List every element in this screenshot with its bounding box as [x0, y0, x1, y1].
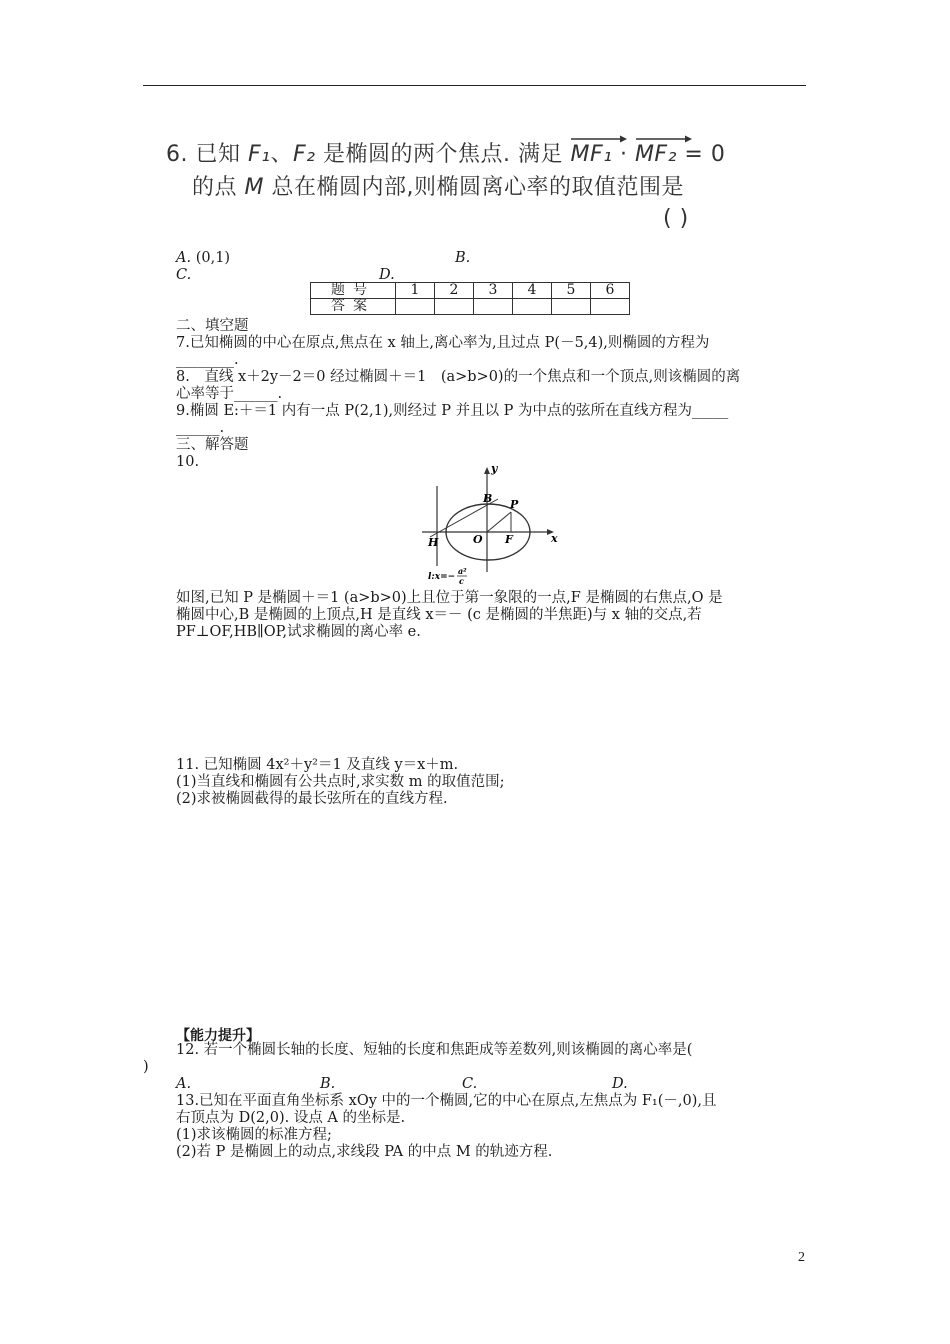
q6-paren: ( )	[663, 206, 689, 231]
q6-line2	[192, 170, 684, 201]
q6-f1: F₁	[247, 142, 271, 167]
label-x: x	[551, 532, 558, 545]
label-p: P	[510, 498, 519, 511]
q6-line2-a: 的点	[192, 175, 238, 200]
section-fill-in-title: 二、填空题	[176, 318, 249, 334]
q12-option-d: D.	[612, 1076, 628, 1092]
q6-option-a	[176, 250, 230, 267]
page-number: 2	[798, 1250, 805, 1265]
ellipse-figure	[420, 462, 570, 586]
label-frac-den: c	[459, 576, 464, 586]
q13-line1: 13.已知在平面直角坐标系 xOy 中的一个椭圆,它的中心在原点,左焦点为 F₁(－,0),且	[176, 1093, 717, 1109]
label-b: B	[483, 492, 493, 505]
q7-line2: ________.	[176, 352, 239, 368]
answer-cell[interactable]	[474, 299, 513, 315]
q6-vec2-text: MF₂	[634, 142, 677, 167]
label-y: y	[491, 462, 498, 475]
q13-line4: (2)若 P 是椭圆上的动点,求线段 PA 的中点 M 的轨迹方程.	[176, 1144, 553, 1160]
q6-vec1	[570, 142, 619, 167]
answer-table-number: 3	[474, 283, 513, 299]
q6-line1-a: 6. 已知	[166, 142, 241, 167]
q11-line2: (1)当直线和椭圆有公共点时,求实数 m 的取值范围;	[176, 774, 505, 790]
q6-vec2	[635, 142, 684, 167]
q6-vec1-text: MF₁	[570, 142, 613, 167]
q6-line1	[166, 137, 725, 168]
answer-table-number: 1	[396, 283, 435, 299]
q12-option-a: A.	[176, 1076, 192, 1092]
section-solve-title: 三、解答题	[176, 437, 249, 453]
label-f: F	[505, 533, 513, 546]
label-frac-num: a²	[458, 566, 467, 576]
answer-table	[310, 282, 630, 315]
answer-table-row-numbers	[311, 283, 630, 299]
q10-label: 10.	[176, 454, 200, 470]
q12-line1: 12. 若一个椭圆长轴的长度、短轴的长度和焦距成等差数列,则该椭圆的离心率是(	[176, 1042, 693, 1058]
answer-table-number: 2	[435, 283, 474, 299]
q7-line1: 7.已知椭圆的中心在原点,焦点在 x 轴上,离心率为,且过点 P(－5,4),则椭圆的方程为	[176, 335, 710, 351]
line-op	[487, 512, 511, 532]
label-h: H	[428, 536, 439, 549]
answer-table-number: 4	[513, 283, 552, 299]
q10-line2: 椭圆中心,B 是椭圆的上顶点,H 是直线 x＝－ (c 是椭圆的半焦距)与 x 轴的交点,若	[176, 607, 702, 623]
q12-option-c: C.	[462, 1076, 478, 1092]
answer-table-row-answers	[311, 299, 630, 315]
q6-option-a-value: (0,1)	[191, 250, 231, 266]
q6-sep: 、	[270, 142, 293, 167]
q10-line1: 如图,已知 P 是椭圆＋＝1 (a>b>0)上且位于第一象限的一点,F 是椭圆的右焦点,O 是	[176, 590, 723, 606]
q13-line3: (1)求该椭圆的标准方程;	[176, 1127, 332, 1143]
ability-title: 【能力提升】	[176, 1028, 260, 1044]
q10-line3: PF⊥OF,HB∥OP,试求椭圆的离心率 e.	[176, 624, 421, 640]
q8-line1: 8. 直线 x＋2y－2＝0 经过椭圆＋＝1 (a>b>0)的一个焦点和一个顶点,则该椭圆的离	[176, 369, 741, 385]
y-axis-arrow-icon	[484, 467, 490, 474]
answer-table-header-answer: 答案	[311, 299, 396, 315]
q12-option-b: B.	[320, 1076, 336, 1092]
label-directrix: l:x=−	[428, 572, 456, 582]
q6-option-b: B.	[455, 250, 471, 266]
q9-line1: 9.椭圆 E:＋＝1 内有一点 P(2,1),则经过 P 并且以 P 为中点的弦所在直线方程为_____	[176, 403, 729, 419]
q6-option-d: D.	[379, 267, 395, 283]
q6-option-a-label: A.	[176, 250, 192, 266]
q9-line2: ______.	[176, 420, 225, 436]
q6-line1-b: 是椭圆的两个焦点. 满足	[322, 142, 563, 167]
answer-cell[interactable]	[552, 299, 591, 315]
q12-line2: )	[143, 1059, 149, 1075]
q11-line3: (2)求被椭圆截得的最长弦所在的直线方程.	[176, 791, 448, 807]
q6-line2-b: 总在椭圆内部,则椭圆离心率的取值范围是	[271, 175, 684, 200]
q11-line1: 11. 已知椭圆 4x²＋y²＝1 及直线 y＝x＋m.	[176, 757, 459, 773]
answer-table-number: 5	[552, 283, 591, 299]
vector-arrow-icon	[570, 134, 628, 144]
vector-arrow-icon	[635, 134, 693, 144]
answer-cell[interactable]	[396, 299, 435, 315]
q6-m: M	[244, 175, 264, 200]
q6-eq: = 0	[684, 142, 726, 167]
answer-cell[interactable]	[435, 299, 474, 315]
q6-dot: ·	[619, 142, 628, 167]
q6-option-c: C.	[176, 267, 192, 283]
header-rule	[143, 85, 806, 86]
q8-line2: 心率等于______.	[176, 386, 283, 402]
answer-table-number: 6	[591, 283, 630, 299]
q6-f2: F₂	[292, 142, 316, 167]
answer-cell[interactable]	[513, 299, 552, 315]
label-o: O	[473, 533, 483, 546]
answer-cell[interactable]	[591, 299, 630, 315]
q13-line2: 右顶点为 D(2,0). 设点 A 的坐标是.	[176, 1110, 406, 1126]
answer-table-header-number: 题号	[311, 283, 396, 299]
